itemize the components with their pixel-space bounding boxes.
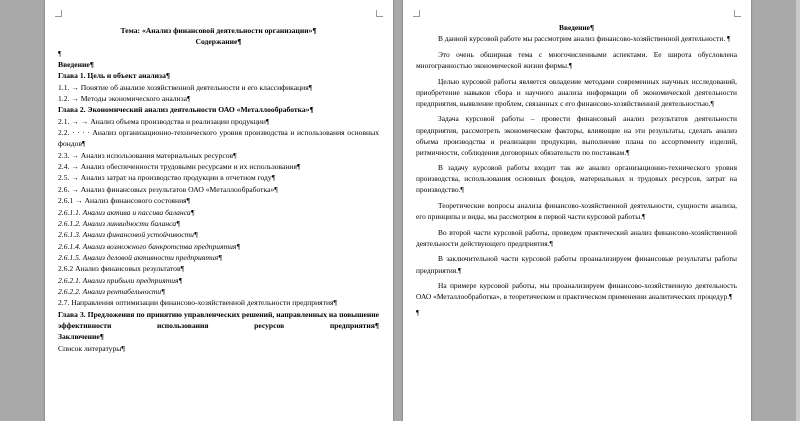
toc-entry: Глава 2. Экономический анализ деятельности ОАО «Металлообработка»¶ bbox=[58, 105, 314, 115]
toc-entry: 2.3. → Анализ использования материальных ресурсов¶ bbox=[58, 150, 237, 160]
toc-entry: Введение¶ bbox=[58, 60, 94, 70]
margin-corner-mark bbox=[734, 10, 741, 17]
toc-entry: 2.6.2.1. Анализ прибыли предприятия¶ bbox=[58, 275, 183, 285]
body-paragraph: Теоретические вопросы анализа финансово-хозяйственной деятельности, сущности анализа, его принципы и виды, мы рассмотрим в первой части курсовой работы.¶ bbox=[416, 201, 737, 222]
toc-entry: 2.6.1.2. Анализ ликвидности баланса¶ bbox=[58, 218, 181, 228]
body-paragraph: Целью курсовой работы является овладение методами современных научных исследований, приобретение навыков сбора и научного анализа информации об экономической деятельности предприятия, выявление проблем, связанных с его финансово-хозяйственной деятельностью.¶ bbox=[416, 76, 737, 108]
end-paragraph-mark: ¶ bbox=[416, 307, 420, 317]
toc-entry: 2.6.2.2. Анализ рентабельности¶ bbox=[58, 286, 166, 296]
body-paragraph: В заключительной части курсовой работы проанализируем финансовые результаты работы предприятия.¶ bbox=[416, 254, 737, 275]
toc-entry: 1.2. → Методы экономического анализа¶ bbox=[58, 94, 191, 104]
toc-entry: 2.5. → Анализ затрат на производство продукции в отчетном году¶ bbox=[58, 173, 276, 183]
toc-entry: 1.1. → Понятие об анализе хозяйственной деятельности и его классификация¶ bbox=[58, 82, 313, 92]
toc-entry: 2.6.1.1. Анализ актива и пассива баланса¶ bbox=[58, 207, 195, 217]
toc-entry: 2.7. Направления оптимизации финансово-хозяйственной деятельности предприятия¶ bbox=[58, 298, 337, 308]
toc-entry: 2.1. → → Анализ объема производства и реализации продукции¶ bbox=[58, 116, 270, 126]
toc-entry: Глава 1. Цель и объект анализа¶ bbox=[58, 71, 170, 81]
body-paragraph: В данной курсовой работе мы рассмотрим анализ финансово-хозяйственной деятельности. ¶ bbox=[438, 34, 731, 44]
document-page-1 bbox=[45, 0, 393, 421]
toc-entry: Заключение¶ bbox=[58, 332, 104, 342]
toc-entry: 2.6.1.4. Анализ возможного банкротства предприятия¶ bbox=[58, 241, 241, 251]
margin-corner-mark bbox=[55, 10, 62, 17]
document-page-2 bbox=[403, 0, 751, 421]
vertical-scrollbar[interactable] bbox=[796, 0, 800, 421]
contents-heading: Содержание¶ bbox=[195, 37, 242, 47]
toc-entry: 2.4. → Анализ обеспеченности трудовыми ресурсами и их использования¶ bbox=[58, 162, 301, 172]
toc-entry: 2.6.2 Анализ финансовых результатов¶ bbox=[58, 264, 185, 274]
toc-entry: 2.6.1.3. Анализ финансовой устойчивости¶ bbox=[58, 230, 198, 240]
toc-entry: 2.6. → Анализ финансовых результатов ОАО «Металлообработка»¶ bbox=[58, 184, 278, 194]
page-2-text bbox=[416, 22, 737, 421]
introduction-body bbox=[416, 33, 737, 302]
toc-entry: Глава 3. Предложения по принятию управленческих решений, направленных на повышение эффективности использования ресурсов предприятия¶ bbox=[58, 309, 379, 330]
toc-entry: 2.2. · · · · Анализ организационно-технического уровня производства и использования основных фондов¶ bbox=[58, 128, 379, 149]
toc-entry: 2.6.1.5. Анализ деловой активности предприятия¶ bbox=[58, 252, 223, 262]
toc-entry: 2.6.1 → Анализ финансового состояния¶ bbox=[58, 196, 191, 206]
empty-paragraph: ¶ bbox=[58, 48, 62, 58]
margin-corner-mark bbox=[376, 10, 383, 17]
body-paragraph: Это очень обширная тема с многочисленными аспектами. Ее широта обусловлена многогранностью экономической жизни фирмы.¶ bbox=[416, 49, 737, 71]
introduction-heading: Введение¶ bbox=[559, 23, 594, 32]
margin-corner-mark bbox=[413, 10, 420, 17]
document-title: Тема: «Анализ финансовой деятельности организации»¶ bbox=[120, 26, 317, 35]
table-of-contents bbox=[58, 59, 379, 354]
body-paragraph: На примере курсовой работы, мы проанализируем финансово-хозяйственную деятельность ОАО «Металлообработка», в теоретическом и практическом применении аналитических процедур.¶ bbox=[416, 281, 737, 302]
page-1-text bbox=[58, 25, 379, 421]
body-paragraph: Задача курсовой работы – провести финансовый анализ результатов деятельности предприятия, рассмотреть экономические факторы, влияющие на эти результаты, сделать анализ объема производства и реализации продукции, выполнение плана по ассортименту изделий, ритмичности, соблюдения договорных обязательств по поставкам.¶ bbox=[416, 114, 737, 157]
body-paragraph: Во второй части курсовой работы, проведем практический анализ финансово-хозяйственной деятельности действующего предприятия.¶ bbox=[416, 227, 737, 248]
body-paragraph: В задачу курсовой работы входит так же анализ организационно-технического уровня производства, использования основных фондов, материальных и трудовых ресурсов, затрат на производство.¶ bbox=[416, 163, 737, 195]
toc-entry: Список литературы¶ bbox=[58, 343, 125, 353]
